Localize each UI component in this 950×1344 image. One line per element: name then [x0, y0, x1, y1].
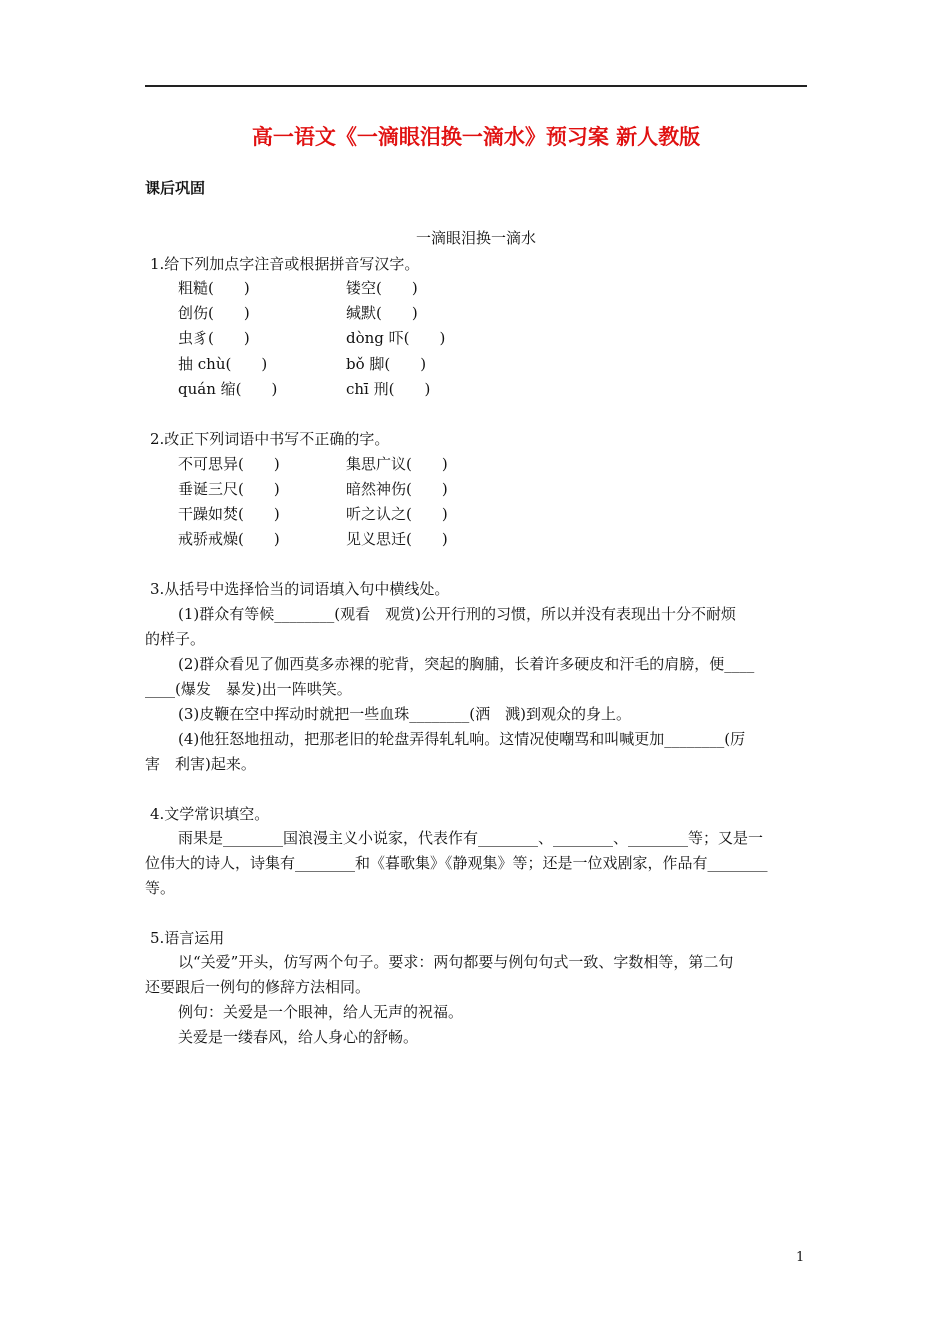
q2-item: 干躁如焚( ) — [178, 505, 280, 523]
q4-line: 位伟大的诗人，诗集有________和《暮歌集》《静观集》等；还是一位戏剧家，作品有________ — [145, 854, 768, 872]
q4-line: 雨果是________国浪漫主义小说家，代表作有________、________、________等；又是一 — [178, 829, 764, 847]
q1-item: 抽 chù( ) — [178, 355, 268, 373]
q1-item: chī 刑( ) — [346, 380, 431, 398]
q2-heading: 2.改正下列词语中书写不正确的字。 — [150, 430, 390, 448]
document-title: 高一语文《一滴眼泪换一滴水》预习案 新人教版 — [251, 125, 701, 149]
q3-line: 害 利害)起来。 — [145, 755, 256, 773]
q3-line: ____(爆发 暴发)出一阵哄笑。 — [145, 680, 352, 698]
section-label: 课后巩固 — [145, 179, 206, 197]
passage-title: 一滴眼泪换一滴水 — [415, 229, 536, 247]
q5-answer: 关爱是一缕春风，给人身心的舒畅。 — [178, 1028, 419, 1046]
q2-item: 听之认之( ) — [346, 505, 448, 523]
q3-line: (1)群众有等候________(观看 观赏)公开行刑的习惯，所以并没有表现出十分不耐烦 — [178, 605, 736, 623]
q4-line: 等。 — [145, 879, 176, 897]
q5-heading: 5.语言运用 — [150, 929, 225, 947]
header-rule — [145, 85, 807, 87]
q4-heading: 4.文学常识填空。 — [150, 805, 270, 823]
q1-item: 缄默( ) — [346, 304, 418, 322]
q3-heading: 3.从括号中选择恰当的词语填入句中横线处。 — [150, 580, 450, 598]
q1-item: 粗糙( ) — [178, 279, 250, 297]
q2-item: 不可思异( ) — [178, 455, 280, 473]
q5-line: 以“关爱”开头，仿写两个句子。要求：两句都要与例句句式一致、字数相等，第二句 — [178, 953, 734, 971]
q2-item: 戒骄戒燥( ) — [178, 530, 280, 548]
q1-heading: 1.给下列加点字注音或根据拼音写汉字。 — [150, 255, 420, 273]
q1-item: quán 缩( ) — [178, 380, 278, 398]
q1-item: dòng 吓( ) — [346, 329, 446, 347]
q1-item: 虫豸( ) — [178, 329, 250, 347]
q3-line: 的样子。 — [145, 630, 206, 648]
page-number: 1 — [796, 1250, 805, 1265]
q5-example: 例句：关爱是一个眼神，给人无声的祝福。 — [178, 1003, 464, 1021]
q5-line: 还要跟后一例句的修辞方法相同。 — [145, 978, 371, 996]
q2-item: 见义思迁( ) — [346, 530, 448, 548]
q1-item: bǒ 脚( ) — [346, 355, 427, 373]
q2-item: 垂诞三尺( ) — [178, 480, 280, 498]
q3-line: (4)他狂怒地扭动，把那老旧的轮盘弄得轧轧响。这情况使嘲骂和叫喊更加________(厉 — [178, 730, 746, 748]
q3-line: (3)皮鞭在空中挥动时就把一些血珠________(洒 溅)到观众的身上。 — [178, 705, 631, 723]
q2-item: 暗然神伤( ) — [346, 480, 448, 498]
q2-item: 集思广议( ) — [346, 455, 448, 473]
q1-item: 创伤( ) — [178, 304, 250, 322]
q3-line: (2)群众看见了伽西莫多赤裸的驼背，突起的胸脯，长着许多硬皮和汗毛的肩膀，便____ — [178, 655, 755, 673]
q1-item: 镂空( ) — [346, 279, 418, 297]
